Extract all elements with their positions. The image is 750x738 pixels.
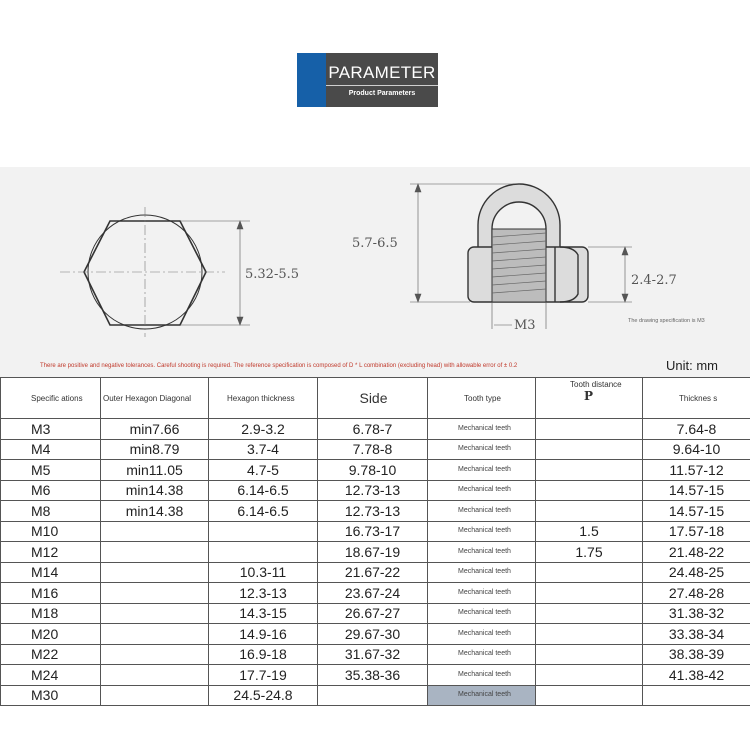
header-side: Side <box>318 378 428 419</box>
dim-thread-size: M3 <box>514 318 536 333</box>
cell-tooth-type: Mechanical teeth <box>428 501 536 522</box>
header-thickness: Thicknes s <box>643 378 750 419</box>
nut-drawing <box>0 167 750 377</box>
cell-outer-diagonal <box>101 583 209 604</box>
cell-side: 26.67-27 <box>318 603 428 624</box>
cell-spec: M5 <box>1 460 101 481</box>
cell-tooth-distance <box>536 603 643 624</box>
cell-outer-diagonal <box>101 644 209 665</box>
cell-tooth-type: Mechanical teeth <box>428 419 536 440</box>
cell-outer-diagonal <box>101 603 209 624</box>
cell-side: 12.73-13 <box>318 480 428 501</box>
cell-hex-thickness: 3.7-4 <box>209 439 318 460</box>
cell-outer-diagonal: min11.05 <box>101 460 209 481</box>
cell-outer-diagonal <box>101 685 209 706</box>
header-tooth-distance-label: Tooth distance <box>570 380 622 389</box>
badge-subtitle: Product Parameters <box>348 90 416 97</box>
cell-side: 23.67-24 <box>318 583 428 604</box>
cell-spec: M22 <box>1 644 101 665</box>
cell-hex-thickness: 14.3-15 <box>209 603 318 624</box>
cell-thickness: 11.57-12 <box>643 460 750 481</box>
cell-thickness: 21.48-22 <box>643 542 750 563</box>
cell-tooth-type: Mechanical teeth <box>428 603 536 624</box>
cell-hex-thickness: 17.7-19 <box>209 665 318 686</box>
dim-overall-height: 5.7-6.5 <box>352 236 398 251</box>
cell-tooth-type: Mechanical teeth <box>428 521 536 542</box>
cell-tooth-type: Mechanical teeth <box>428 583 536 604</box>
cell-hex-thickness: 24.5-24.8 <box>209 685 318 706</box>
cell-side: 29.67-30 <box>318 624 428 645</box>
table-row <box>1 439 750 460</box>
cell-tooth-type: Mechanical teeth <box>428 644 536 665</box>
header-tooth-distance-symbol: P <box>584 389 594 403</box>
cell-hex-thickness <box>209 542 318 563</box>
cell-hex-thickness: 16.9-18 <box>209 644 318 665</box>
cell-thickness: 17.57-18 <box>643 521 750 542</box>
cell-spec: M12 <box>1 542 101 563</box>
cell-thickness <box>643 685 750 706</box>
cell-tooth-distance <box>536 665 643 686</box>
cell-hex-thickness: 12.3-13 <box>209 583 318 604</box>
cell-tooth-distance <box>536 624 643 645</box>
cell-thickness: 31.38-32 <box>643 603 750 624</box>
dim-hex-thickness: 2.4-2.7 <box>631 273 677 288</box>
header-tooth-type: Tooth type <box>428 378 536 419</box>
cell-tooth-type: Mechanical teeth <box>428 480 536 501</box>
table-row <box>1 419 750 440</box>
header-outer-diagonal: Outer Hexagon Diagonal <box>101 378 209 419</box>
cell-side: 21.67-22 <box>318 562 428 583</box>
cell-tooth-distance <box>536 439 643 460</box>
cell-spec: M20 <box>1 624 101 645</box>
table-row <box>1 521 750 542</box>
table-row <box>1 583 750 604</box>
cell-thickness: 38.38-39 <box>643 644 750 665</box>
table-row <box>1 624 750 645</box>
cell-outer-diagonal: min8.79 <box>101 439 209 460</box>
cell-spec: M8 <box>1 501 101 522</box>
cell-spec: M10 <box>1 521 101 542</box>
cell-tooth-type: Mechanical teeth <box>428 624 536 645</box>
cell-side: 16.73-17 <box>318 521 428 542</box>
cell-tooth-distance: 1.5 <box>536 521 643 542</box>
table-row <box>1 501 750 522</box>
cell-tooth-distance <box>536 562 643 583</box>
table-header-row <box>1 378 750 419</box>
cell-spec: M4 <box>1 439 101 460</box>
cell-tooth-distance <box>536 644 643 665</box>
cell-side: 35.38-36 <box>318 665 428 686</box>
table-body <box>1 419 750 706</box>
badge-divider <box>326 85 438 86</box>
table-row <box>1 480 750 501</box>
cell-thickness: 27.48-28 <box>643 583 750 604</box>
cell-tooth-distance <box>536 419 643 440</box>
cell-hex-thickness: 14.9-16 <box>209 624 318 645</box>
cell-outer-diagonal <box>101 665 209 686</box>
cell-thickness: 14.57-15 <box>643 480 750 501</box>
cell-spec: M18 <box>1 603 101 624</box>
table-row <box>1 603 750 624</box>
cell-spec: M3 <box>1 419 101 440</box>
table-row <box>1 460 750 481</box>
cell-tooth-type: Mechanical teeth <box>428 685 536 706</box>
cell-tooth-type: Mechanical teeth <box>428 460 536 481</box>
cell-side: 9.78-10 <box>318 460 428 481</box>
header-spec: Specific ations <box>1 378 101 419</box>
cell-spec: M6 <box>1 480 101 501</box>
cell-thickness: 41.38-42 <box>643 665 750 686</box>
cell-hex-thickness: 6.14-6.5 <box>209 480 318 501</box>
table-row <box>1 665 750 686</box>
cell-tooth-type: Mechanical teeth <box>428 542 536 563</box>
cell-outer-diagonal <box>101 562 209 583</box>
cell-tooth-distance <box>536 501 643 522</box>
cell-tooth-distance: 1.75 <box>536 542 643 563</box>
cell-thickness: 24.48-25 <box>643 562 750 583</box>
cell-outer-diagonal: min14.38 <box>101 480 209 501</box>
cell-hex-thickness: 6.14-6.5 <box>209 501 318 522</box>
badge-accent-stripe <box>297 53 326 107</box>
table-row <box>1 542 750 563</box>
cell-spec: M24 <box>1 665 101 686</box>
cell-tooth-type: Mechanical teeth <box>428 439 536 460</box>
cell-tooth-type: Mechanical teeth <box>428 562 536 583</box>
cell-spec: M16 <box>1 583 101 604</box>
cell-side <box>318 685 428 706</box>
header-hex-thickness: Hexagon thickness <box>209 378 318 419</box>
dim-hex-flats: 5.32-5.5 <box>245 267 300 282</box>
header-tooth-distance <box>536 378 643 419</box>
unit-label: Unit: mm <box>666 358 718 373</box>
cell-side: 12.73-13 <box>318 501 428 522</box>
cell-thickness: 33.38-34 <box>643 624 750 645</box>
cell-tooth-type: Mechanical teeth <box>428 665 536 686</box>
cell-outer-diagonal <box>101 542 209 563</box>
cell-side: 31.67-32 <box>318 644 428 665</box>
cell-thickness: 9.64-10 <box>643 439 750 460</box>
hexagon-dimension-lines <box>180 221 250 325</box>
tolerance-note: There are positive and negative tolerances. Careful shooting is required. The reference specification is composed of D * L combination (excluding head) with allowable error of ± 0.2 <box>40 363 518 369</box>
badge-box <box>326 53 438 107</box>
technical-drawing-panel <box>0 167 750 377</box>
cell-thickness: 7.64-8 <box>643 419 750 440</box>
cell-tooth-distance <box>536 685 643 706</box>
cell-tooth-distance <box>536 480 643 501</box>
cell-outer-diagonal <box>101 521 209 542</box>
cell-hex-thickness <box>209 521 318 542</box>
cell-spec: M30 <box>1 685 101 706</box>
drawing-spec-note: The drawing specification is M3 <box>628 318 705 324</box>
cell-hex-thickness: 4.7-5 <box>209 460 318 481</box>
cap-nut-side-view <box>468 184 588 302</box>
cell-hex-thickness: 2.9-3.2 <box>209 419 318 440</box>
cell-hex-thickness: 10.3-11 <box>209 562 318 583</box>
cell-tooth-distance <box>536 460 643 481</box>
cell-spec: M14 <box>1 562 101 583</box>
table-row <box>1 644 750 665</box>
parameter-table <box>0 377 750 706</box>
cell-side: 7.78-8 <box>318 439 428 460</box>
cell-outer-diagonal: min14.38 <box>101 501 209 522</box>
cell-thickness: 14.57-15 <box>643 501 750 522</box>
table-row <box>1 685 750 706</box>
parameter-badge <box>297 53 438 107</box>
cell-outer-diagonal <box>101 624 209 645</box>
cell-outer-diagonal: min7.66 <box>101 419 209 440</box>
badge-title: PARAMETER <box>328 63 436 82</box>
table-row <box>1 562 750 583</box>
cell-tooth-distance <box>536 583 643 604</box>
cell-side: 18.67-19 <box>318 542 428 563</box>
cell-side: 6.78-7 <box>318 419 428 440</box>
hexagon-centerlines <box>60 207 225 337</box>
